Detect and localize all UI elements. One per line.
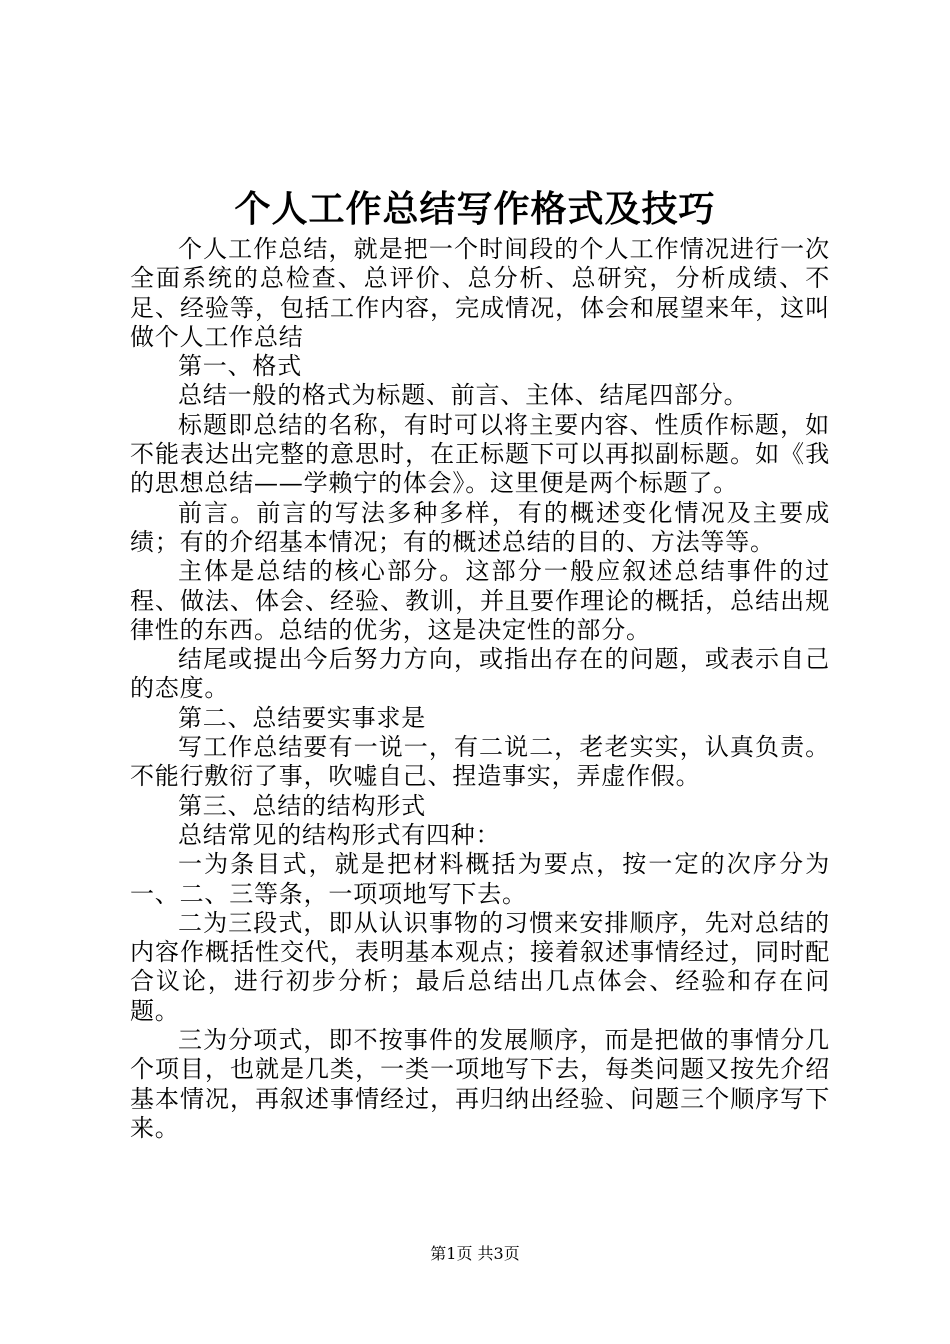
paragraph-structure-intro: 总结常见的结构形式有四种： (178, 820, 501, 849)
document-title: 个人工作总结写作格式及技巧 (234, 188, 716, 230)
paragraph-truthfulness: 写工作总结要有一说一，有二说二，老老实实，认真负责。不能行敷衍了事，吹嘘自己、捏造事实，弄虚作假。 (130, 733, 830, 791)
paragraph-main-body-section: 主体是总结的核心部分。这部分一般应叙述总结事件的过程、做法、体会、经验、教训，并且要作理论的概括，总结出规律性的东西。总结的优劣，这是决定性的部分。 (130, 557, 830, 644)
paragraph-preface-section: 前言。前言的写法多种多样，有的概述变化情况及主要成绩；有的介绍基本情况；有的概述总结的目的、方法等等。 (130, 498, 830, 556)
paragraph-title-section: 标题即总结的名称，有时可以将主要内容、性质作标题，如不能表达出完整的意思时，在正标题下可以再拟副标题。如《我的思想总结——学赖宁的体会》。这里便是两个标题了。 (130, 410, 830, 498)
paragraph-structure-itemized: 一为条目式，就是把材料概括为要点，按一定的次序分为一、二、三等条，一项项地写下去。 (130, 850, 830, 908)
page-number-footer: 第1页 共3页 (430, 1244, 520, 1263)
heading-truthfulness: 第二、总结要实事求是 (178, 703, 426, 732)
paragraph-ending-section: 结尾或提出今后努力方向，或指出存在的问题，或表示自己的态度。 (130, 645, 830, 703)
heading-structure: 第三、总结的结构形式 (178, 791, 426, 820)
paragraph-intro: 个人工作总结，就是把一个时间段的个人工作情况进行一次全面系统的总检查、总评价、总分析、总研究，分析成绩、不足、经验等，包括工作内容，完成情况，体会和展望来年，这叫做个人工作总结 (130, 235, 830, 351)
heading-format: 第一、格式 (178, 352, 302, 381)
paragraph-format-overview: 总结一般的格式为标题、前言、主体、结尾四部分。 (178, 381, 749, 410)
paragraph-structure-sectioned: 三为分项式，即不按事件的发展顺序，而是把做的事情分几个项目，也就是几类，一类一项地写下去，每类问题又按先介绍基本情况，再叙述事情经过，再归纳出经验、问题三个顺序写下来。 (130, 1026, 830, 1142)
paragraph-structure-three-part: 二为三段式，即从认识事物的习惯来安排顺序，先对总结的内容作概括性交代，表明基本观点；接着叙述事情经过，同时配合议论，进行初步分析；最后总结出几点体会、经验和存在问题。 (130, 908, 830, 1025)
document-body (130, 235, 830, 1143)
